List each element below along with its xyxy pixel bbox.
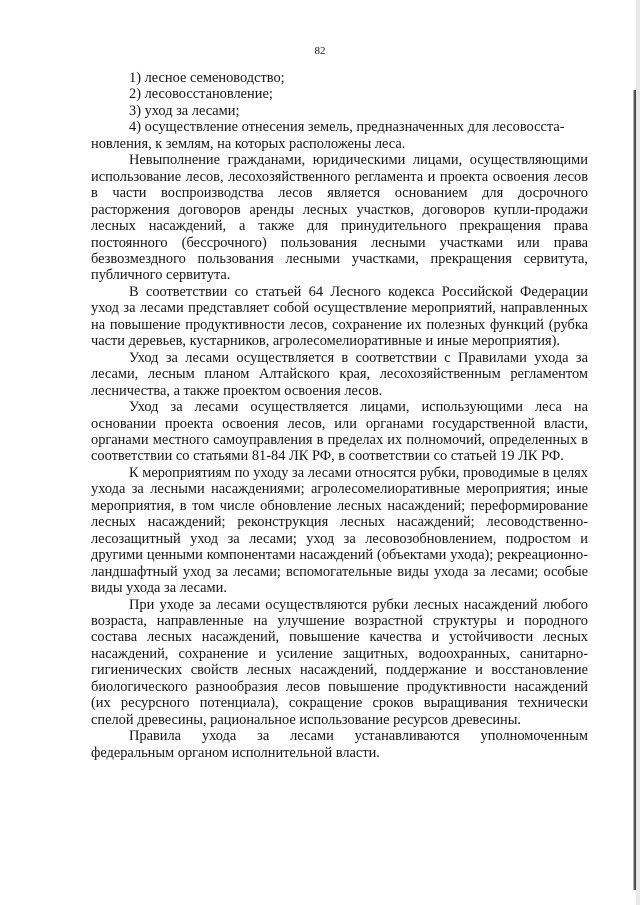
paragraph: К мероприятиям по уходу за лесами относятся рубки, проводимые в целях ухода за лесными насаждениями; агролесомелиоративные мероприятия; иные мероприятия, в том числе обновление лесных насаждений; переформирование лесных насаждений; реконструкция лесных насаждений; лесоводственно-лесозащитный уход за лесами; уход за лесовозобновлением, подростом и другими ценными компонентами насаждений (объектами ухода); рекреационно-ландшафтный уход за лесами; вспомогательные виды ухода за лесами; особые виды ухода за лесами. — [91, 464, 588, 597]
paragraph: Уход за лесами осуществляется лицами, использующими леса на основании проекта освоения лесов, или органами государственной власти, органами местного самоуправления в пределах их полномочий, определенных в соответствии со статьями 81-84 ЛК РФ, в соответствии со статьей 19 ЛК РФ. — [91, 399, 588, 465]
list-item: 1) лесное семеноводство; — [129, 70, 285, 86]
page-number: 82 — [314, 45, 326, 57]
list-item: 3) уход за лесами; — [129, 102, 240, 119]
paragraph: В соответствии со статьей 64 Лесного кодекса Российской Федерации уход за лесами представляет собой осуществление мероприятий, направленных на повышение продуктивности лесов, сохранение их полезных функций (рубка части деревьев, кустарников, агролесомелиоративные и иные мероприятия). — [91, 283, 588, 350]
paragraph: Уход за лесами осуществляется в соответствии с Правилами ухода за лесами, лесным планом Алтайского края, лесохозяйственным регламентом лесничества, а также проектом освоения лесов. — [91, 349, 588, 399]
paragraph: При уходе за лесами осуществляются рубки лесных насаждений любого возраста, направленные на улучшение возрастной структуры и породного состава лесных насаждений, повышение качества и устойчивости лесных насаждений, сохранение и усиление защитных, водоохранных, санитарно-гигиенических свойств лесных насаждений, поддержание и восстановление биологического разнообразия лесов повышение продуктивности насаждений (их ресурсного потенциала), сокращение сроков выращивания технически спелой древесины, рациональное использование ресурсов древесины. — [91, 596, 588, 728]
paragraph: Невыполнение гражданами, юридическими лицами, осуществляющими использование лесов, лесохозяйственного регламента и проекта освоения лесов в части воспроизводства лесов является основанием для досрочного расторжения договоров аренды лесных участков, договоров купли-продажи лесных насаждений, а также для принудительного прекращения права постоянного (бессрочного) пользования лесными участками или права безвозмездного пользования лесными участками, прекращения сервитута, публичного сервитута. — [91, 152, 588, 284]
scan-edge-shade — [636, 0, 640, 905]
list-item: 4) осуществление отнесения земель, предназначенных для лесовосста- — [129, 119, 565, 136]
list-item-continuation: новления, к землям, на которых расположены леса. — [91, 135, 406, 152]
paragraph: Правила ухода за лесами устанавливаются уполномоченным федеральным органом исполнительной власти. — [91, 728, 588, 761]
list-item: 2) лесовосстановление; — [129, 86, 273, 103]
scan-edge-line — [633, 90, 636, 890]
document-body — [91, 70, 588, 761]
